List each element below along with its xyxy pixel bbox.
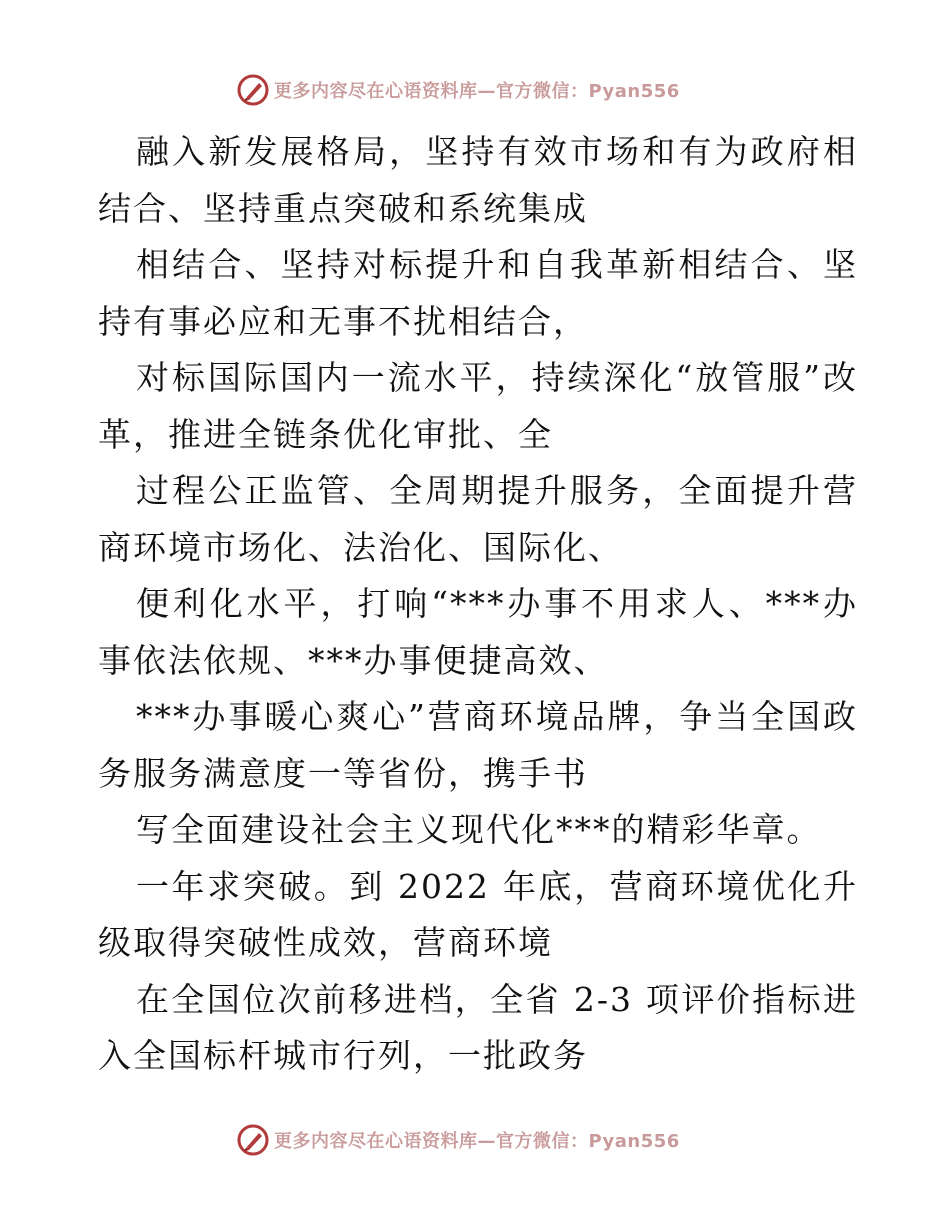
paragraph-9: 在全国位次前移进档，全省 2-3 项评价指标进入全国标杆城市行列，一批政务 <box>98 979 858 1075</box>
paragraph-8: 一年求突破。到 2022 年底，营商环境优化升级取得突破性成效，营商环境 <box>98 866 858 962</box>
paragraph-4: 过程公正监管、全周期提升服务，全面提升营商环境市场化、法治化、国际化、 <box>98 471 858 567</box>
paragraph-7: 写全面建设社会主义现代化***的精彩华章。 <box>136 810 822 849</box>
watermark-text: 更多内容尽在心语资料库—官方微信：Pyan556 <box>274 81 680 102</box>
paragraph-2: 相结合、坚持对标提升和自我革新相结合、坚持有事必应和无事不扰相结合， <box>98 245 858 341</box>
pen-logo-icon <box>236 73 270 107</box>
pen-logo-icon <box>236 1123 270 1157</box>
document-body <box>98 124 858 1085</box>
header-watermark <box>236 72 680 108</box>
paragraph-3: 对标国际国内一流水平，持续深化“放管服”改革，推进全链条优化审批、全 <box>98 358 858 454</box>
watermark-text: 更多内容尽在心语资料库—官方微信：Pyan556 <box>274 1131 680 1152</box>
footer-watermark <box>236 1122 680 1158</box>
paragraph-6: ***办事暖心爽心”营商环境品牌，争当全国政务服务满意度一等省份，携手书 <box>98 697 858 793</box>
paragraph-1: 融入新发展格局，坚持有效市场和有为政府相结合、坚持重点突破和系统集成 <box>98 132 858 228</box>
paragraph-5: 便利化水平，打响“***办事不用求人、***办事依法依规、***办事便捷高效、 <box>98 584 858 680</box>
